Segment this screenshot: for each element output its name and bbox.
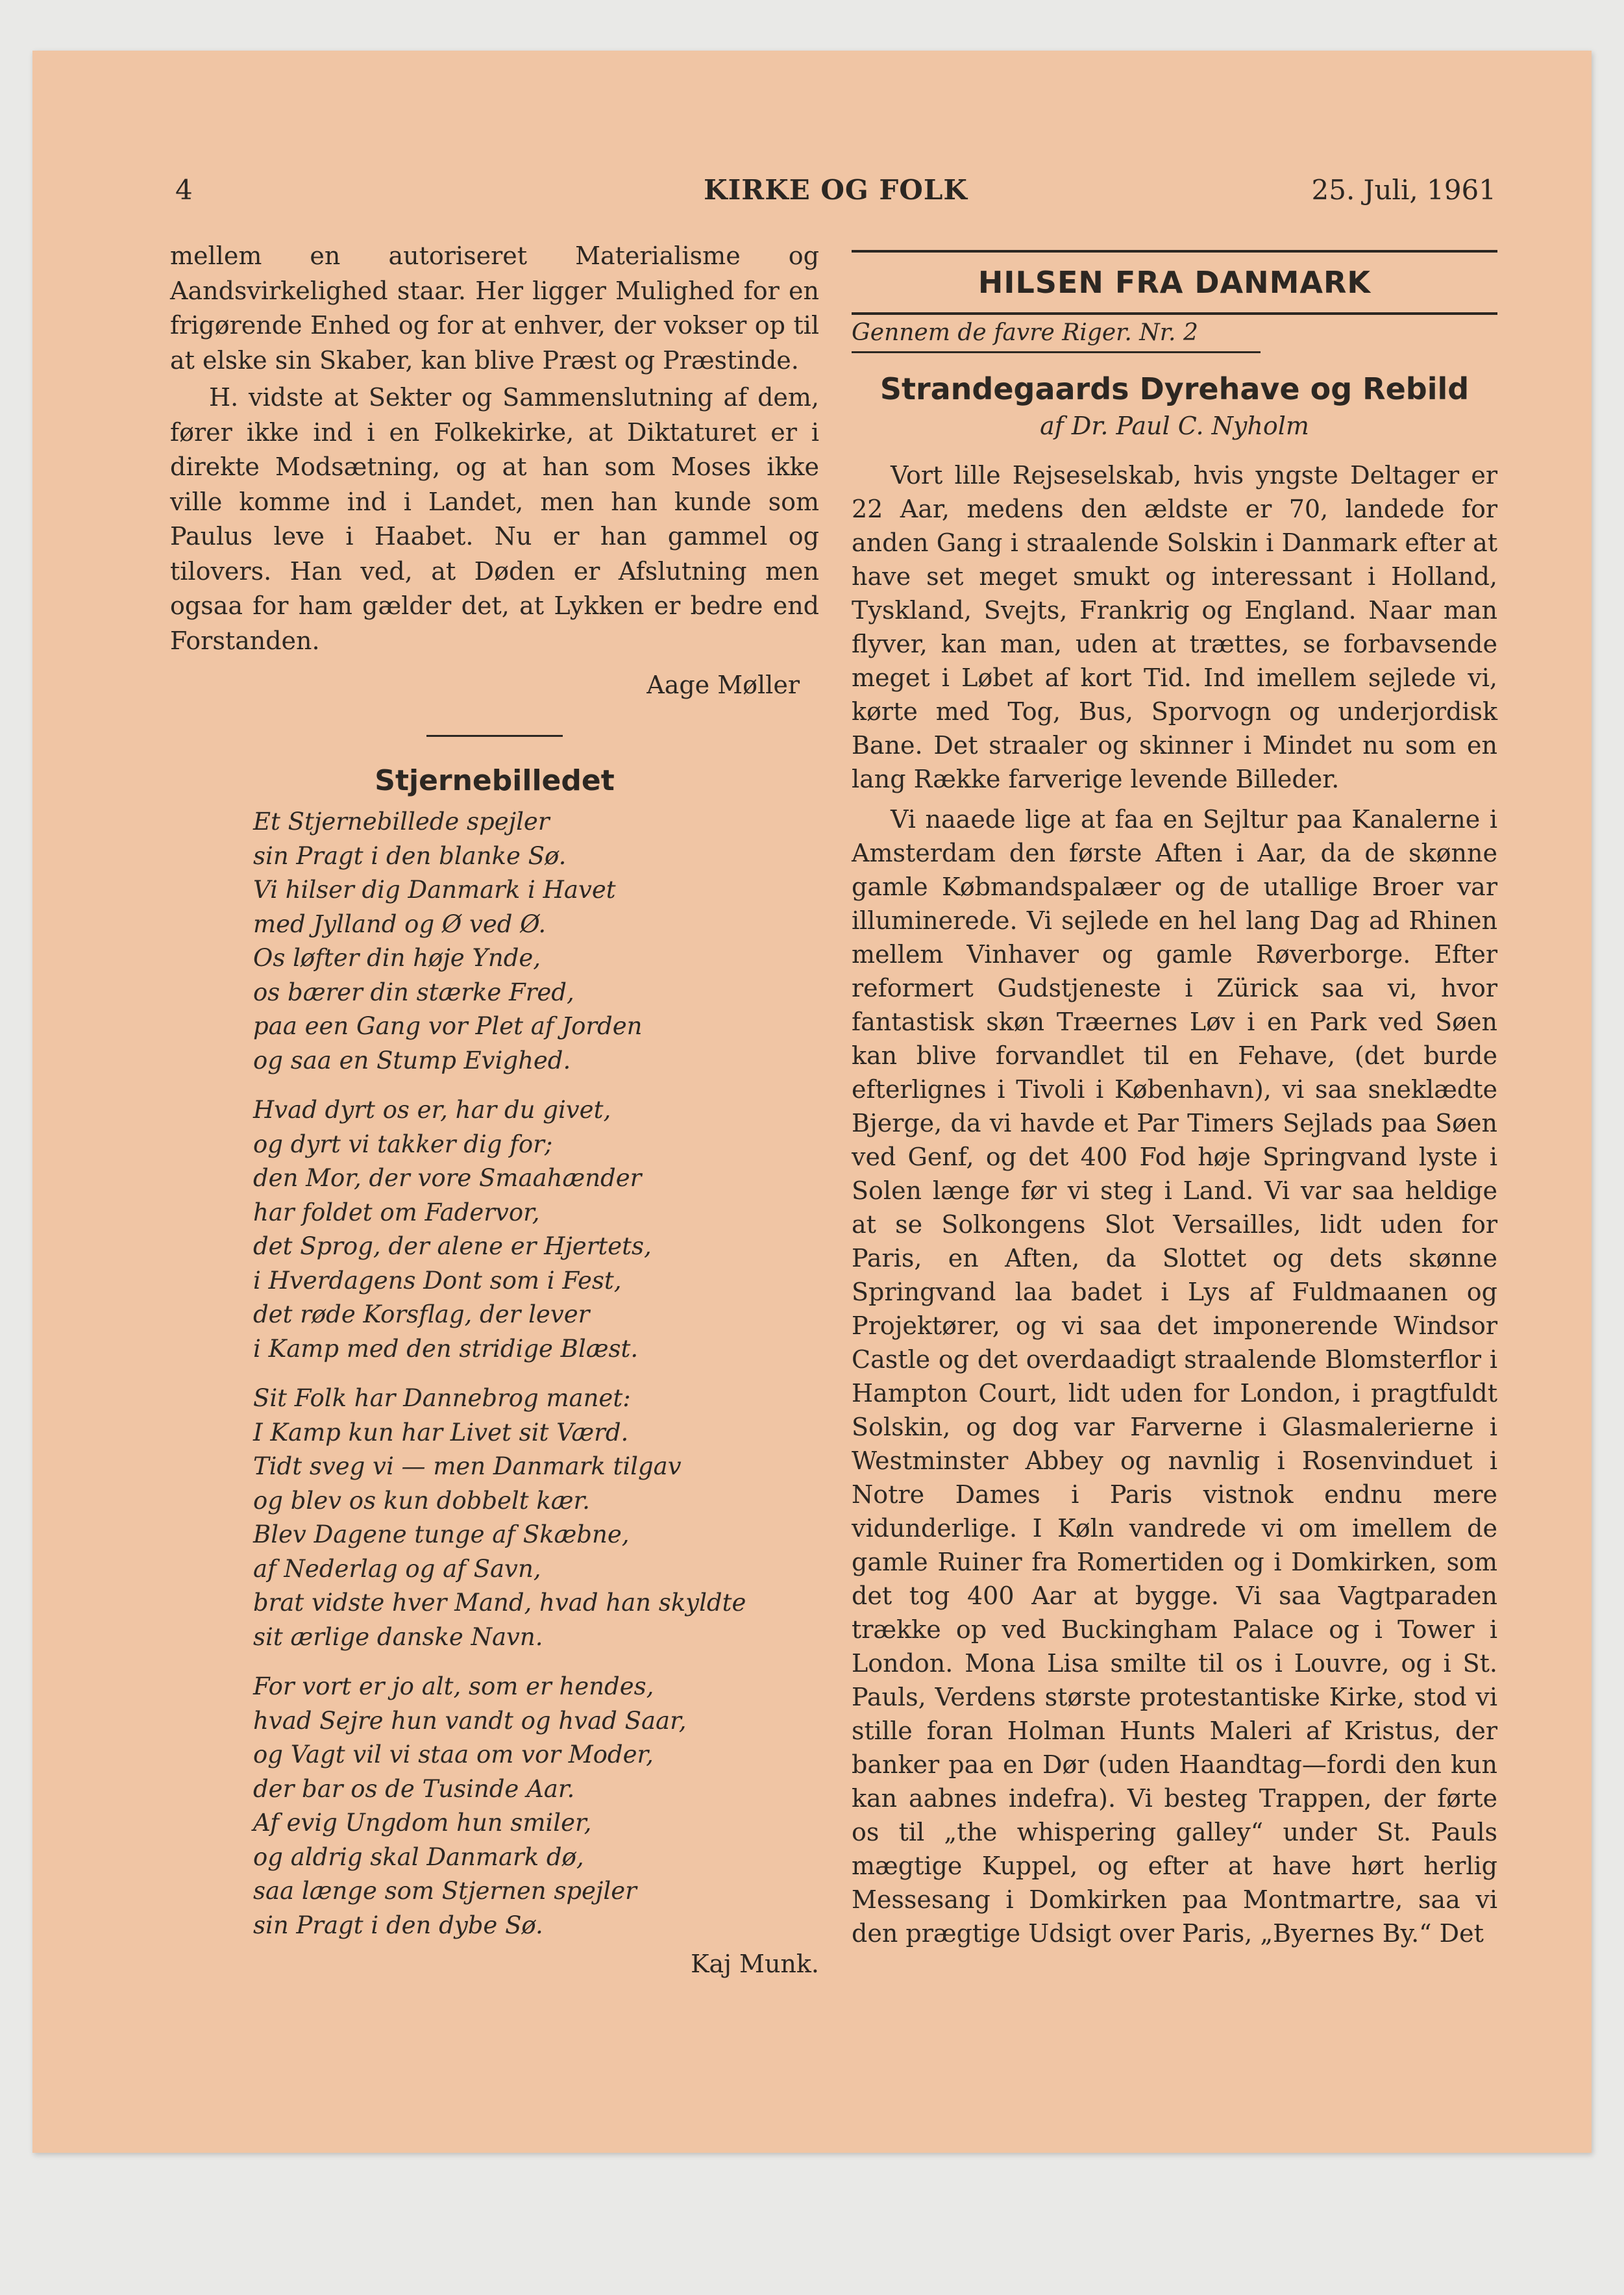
poem-line: i Kamp med den stridige Blæst. bbox=[253, 1334, 639, 1363]
poem-line: med Jylland og Ø ved Ø. bbox=[253, 910, 547, 938]
poem-line: sin Pragt i den dybe Sø. bbox=[253, 1911, 543, 1939]
poem-line: det røde Korsflag, der lever bbox=[253, 1300, 590, 1328]
poem-line: den Mor, der vore Smaahænder bbox=[253, 1164, 642, 1192]
poem-line: og aldrig skal Danmark dø, bbox=[253, 1842, 584, 1871]
poem-line: Os løfter din høje Ynde, bbox=[253, 944, 541, 972]
author-signature: Aage Møller bbox=[646, 671, 800, 699]
article-byline: af Dr. Paul C. Nyholm bbox=[1040, 412, 1309, 440]
poem-line: I Kamp kun har Livet sit Værd. bbox=[253, 1418, 629, 1446]
poem-line: hvad Sejre hun vandt og hvad Saar, bbox=[253, 1706, 687, 1735]
right-column bbox=[852, 250, 1497, 1950]
issue-date: 25. Juli, 1961 bbox=[1311, 174, 1496, 206]
paragraph: H. vidste at Sekter og Sammenslutning af dem, fører ikke ind i en Folkekirke, at Diktaturet er i direkte Modsætning, og at han som Moses ikke ville komme ind i Landet, men han kunde som Paulus leve i Haabet. Nu er han gammel og tilovers. Han ved, at Døden er Afslutning men ogsaa for ham gælder det, at Lykken er bedre end Forstanden. bbox=[170, 383, 819, 655]
poem-line: Sit Folk har Dannebrog manet: bbox=[253, 1384, 631, 1412]
poem-stanza-4 bbox=[253, 1670, 819, 1942]
poem-line: og dyrt vi takker dig for; bbox=[253, 1130, 553, 1158]
series-underline bbox=[852, 351, 1261, 353]
poem-line: Vi hilser dig Danmark i Havet bbox=[253, 876, 616, 904]
poem-stanza-1 bbox=[253, 805, 819, 1078]
article-paragraph: Vort lille Rejseselskab, hvis yngste Deltager er 22 Aar, medens den ældste er 70, landede for anden Gang i straalende Solskin i Danmark efter at have set meget smukt og interessant i Holland, Tyskland, Svejts, Frankrig og England. Naar man flyver, kan man, uden at trættes, se forbavsende meget i Løbet af kort Tid. Ind imellem sejlede vi, kørte med Tog, Bus, Sporvogn og underjordisk Bane. Det straaler og skinner i Mindet nu som en lang Række farverige levende Billeder. bbox=[852, 461, 1497, 793]
poem-line: og Vagt vil vi staa om vor Moder, bbox=[253, 1741, 654, 1768]
continued-paragraph: mellem en autoriseret Materialisme og Aandsvirkelighed staar. Her ligger Mulighed for en frigørende Enhed og for at enhver, der vokser op til at elske sin Skaber, kan blive Præst og Præstinde. bbox=[170, 242, 819, 375]
series-label: Gennem de favre Riger. Nr. 2 bbox=[852, 319, 1198, 346]
poem-line: For vort er jo alt, som er hendes, bbox=[253, 1672, 654, 1700]
poem-line: paa een Gang vor Plet af Jorden bbox=[253, 1012, 643, 1040]
page-number: 4 bbox=[175, 174, 193, 206]
poem-line: sit ærlige danske Navn. bbox=[253, 1622, 543, 1651]
poem-line: Af evig Ungdom hun smiler, bbox=[253, 1809, 592, 1837]
page-header bbox=[175, 174, 1496, 213]
poem-stanza-3 bbox=[253, 1382, 819, 1654]
left-column bbox=[170, 239, 819, 1981]
poem-line: i Hverdagens Dont som i Fest, bbox=[253, 1266, 622, 1295]
poem-line: brat vidste hver Mand, hvad han skyldte bbox=[253, 1589, 746, 1617]
poem-line: Tidt sveg vi — men Danmark tilgav bbox=[253, 1452, 682, 1480]
poem-line: og blev os kun dobbelt kær. bbox=[253, 1486, 590, 1515]
section-title: HILSEN FRA DANMARK bbox=[978, 265, 1372, 300]
section-divider bbox=[426, 735, 563, 737]
poem-stanza-2 bbox=[253, 1093, 819, 1366]
poem-title: Stjernebilledet bbox=[375, 764, 615, 797]
article-paragraph: Vi naaede lige at faa en Sejltur paa Kanalerne i Amsterdam den første Aften i Aar, da de skønne gamle Købmandspalæer og de utallige Broer var illuminerede. Vi sejlede en hel lang Dag ad Rhinen mellem Vinhaver og gamle Røverborge. Efter reformert Gudstjeneste i Zürick saa vi, hvor fantastisk skøn Træernes Løv i en Park ved Søen kan blive forvandlet til en Fehave, (det burde efterlignes i Tivoli i København), vi saa sneklædte Bjerge, da vi havde et Par Timers Sejlads paa Søen ved Genf, og det 400 Fod høje Springvand lyste i Solen længe før vi steg i Land. Vi var saa heldige at se Solkongens Slot Versailles, lidt uden for Paris, en Aften, da Slottet og dets skønne Springvand laa badet i Lys af Fuldmaanen og Projektører, og vi saa det imponerende Windsor Castle og det overdaadigt straalende Blomsterflor i Hampton Court, lidt uden for London, i pragtfuldt Solskin, og dog var Farverne i Glasmalerierne i Westminster Abbey og navnlig i Rosenvinduet i Notre Dames i Paris vistnok endnu mere vidunderlige. I Køln vandrede vi om imellem de gamle Ruiner fra Romertiden og i Domkirken, som det tog 400 Aar at bygge. Vi saa Vagtparaden trække op ved Buckingham Palace og i Tower i London. Mona Lisa smilte til os i Louvre, og i St. Pauls, Verdens største protestantiske Kirke, stod vi stille foran Holman Hunts Maleri af Kristus, der banker paa en Dør (uden Haandtag—fordi den kun kan aabnes indefra). Vi besteg Trappen, der førte os til „the whispering galley“ under St. Pauls mægtige Kuppel, og efter at have hørt herlig Messesang i Domkirken paa Montmartre, saa vi den prægtige Udsigt over Paris, „Byernes By.“ Det bbox=[852, 805, 1497, 1948]
poem-line: Et Stjernebillede spejler bbox=[253, 808, 550, 836]
poem-line: saa længe som Stjernen spejler bbox=[253, 1877, 637, 1905]
poem-line: der bar os de Tusinde Aar. bbox=[253, 1774, 575, 1803]
poem-line: sin Pragt i den blanke Sø. bbox=[253, 841, 567, 870]
poem-line: Blev Dagene tunge af Skæbne, bbox=[253, 1520, 630, 1548]
article-title: Strandegaards Dyrehave og Rebild bbox=[880, 371, 1470, 406]
poem-line: Hvad dyrt os er, har du givet, bbox=[253, 1096, 611, 1124]
poem-author: Kaj Munk. bbox=[691, 1950, 819, 1978]
poem-line: har foldet om Fadervor, bbox=[253, 1198, 540, 1226]
poem-line: af Nederlag og af Savn, bbox=[253, 1554, 541, 1583]
publication-title: KIRKE OG FOLK bbox=[704, 174, 968, 206]
poem-line: det Sprog, der alene er Hjertets, bbox=[253, 1232, 652, 1260]
poem-line: og saa en Stump Evighed. bbox=[253, 1046, 571, 1074]
poem-line: os bærer din stærke Fred, bbox=[253, 978, 574, 1006]
